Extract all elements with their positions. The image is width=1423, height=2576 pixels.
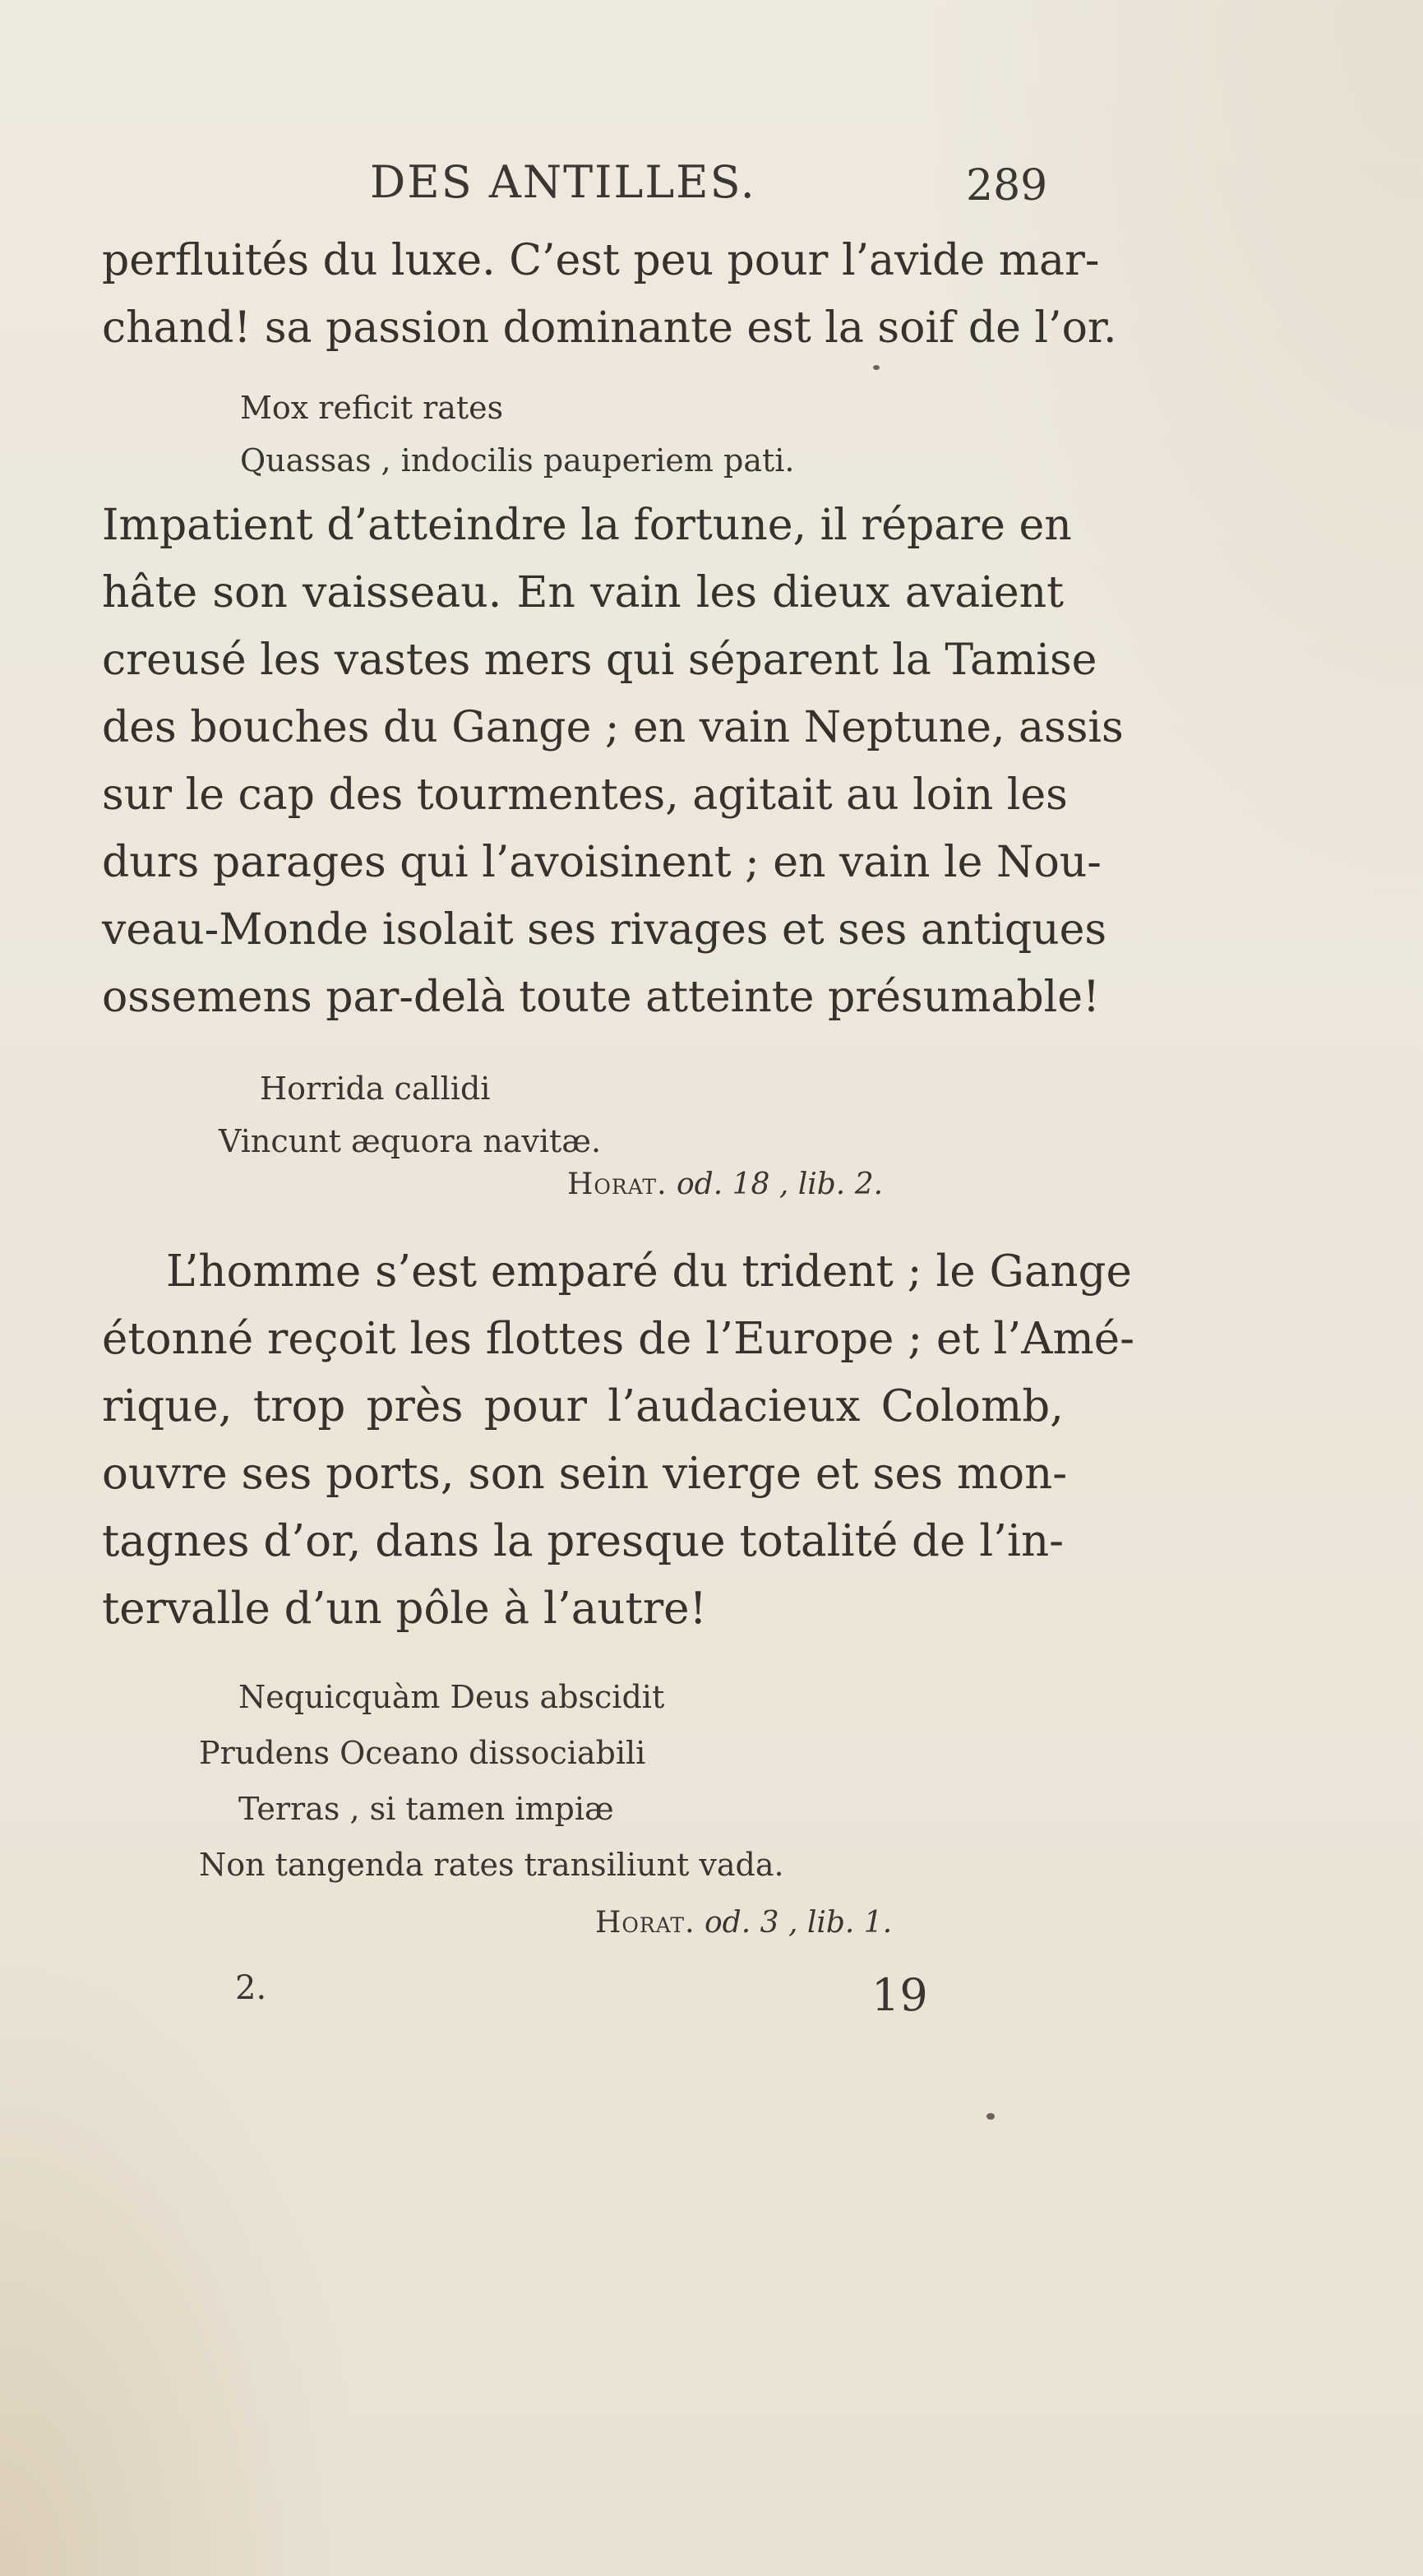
citation-author: Horat. — [595, 1906, 695, 1940]
paper-speck — [986, 2113, 995, 2120]
text-line: veau-Monde isolait ses rivages et ses antiques — [102, 905, 1107, 955]
text-line: rique, trop près pour l’audacieux Colomb, — [102, 1381, 1064, 1431]
signature-mark: 2. — [235, 1969, 267, 2007]
verse-line: Mox reficit rates — [240, 390, 504, 426]
verse-quotation-1 — [240, 382, 795, 487]
text-line: tervalle d’un pôle à l’autre! — [102, 1584, 707, 1634]
verse-line: Nequicquàm Deus abscidit — [238, 1679, 665, 1715]
citation-reference: od. 3 , lib. 1. — [704, 1906, 893, 1940]
verse-quotation-2 — [219, 1062, 602, 1168]
verse-line: Quassas , indocilis pauperiem pati. — [240, 442, 795, 479]
paragraph-2 — [102, 492, 1124, 1031]
text-line: creusé les vastes mers qui séparent la Tamise — [102, 636, 1097, 685]
text-line: étonné reçoit les flottes de l’Europe ; et l’Amé- — [102, 1314, 1135, 1364]
citation-3 — [595, 1906, 892, 1940]
running-header — [0, 156, 1423, 222]
verse-line: Horrida callidi — [260, 1071, 491, 1107]
text-line: tagnes d’or, dans la presque totalité de l’in- — [102, 1516, 1064, 1566]
text-line: perfluités du luxe. C’est peu pour l’avide mar- — [102, 236, 1100, 285]
citation-2 — [567, 1168, 883, 1201]
text-line: durs parages qui l’avoisinent ; en vain le Nou- — [102, 838, 1102, 887]
text-line: sur le cap des tourmentes, agitait au loin les — [102, 770, 1068, 820]
text-line: ossemens par-delà toute atteinte présumable! — [102, 973, 1100, 1022]
text-line: ouvre ses ports, son sein vierge et ses mon- — [102, 1449, 1068, 1499]
paragraph-3 — [102, 1238, 1135, 1643]
verse-line: Prudens Oceano dissociabili — [199, 1735, 646, 1771]
verse-line: Non tangenda rates transiliunt vada. — [199, 1847, 784, 1883]
citation-reference: od. 18 , lib. 2. — [676, 1168, 884, 1201]
text-line: chand! sa passion dominante est la soif de l’or. — [102, 303, 1117, 353]
verse-line: Vincunt æquora navitæ. — [219, 1123, 602, 1159]
text-line: Impatient d’atteindre la fortune, il répare en — [102, 501, 1072, 550]
paragraph-1 — [102, 227, 1117, 362]
page-number: 289 — [966, 161, 1048, 210]
verse-quotation-3 — [199, 1669, 784, 1893]
citation-author: Horat. — [567, 1168, 668, 1201]
text-line: hâte son vaisseau. En vain les dieux avaient — [102, 568, 1064, 617]
text-line: des bouches du Gange ; en vain Neptune, assis — [102, 703, 1124, 752]
verse-line: Terras , si tamen impiæ — [238, 1791, 614, 1827]
gathering-number: 19 — [871, 1969, 928, 2021]
paper-speck — [873, 365, 880, 370]
text-line: L’homme s’est emparé du trident ; le Gange — [166, 1246, 1132, 1297]
running-title: DES ANTILLES. — [370, 156, 756, 208]
